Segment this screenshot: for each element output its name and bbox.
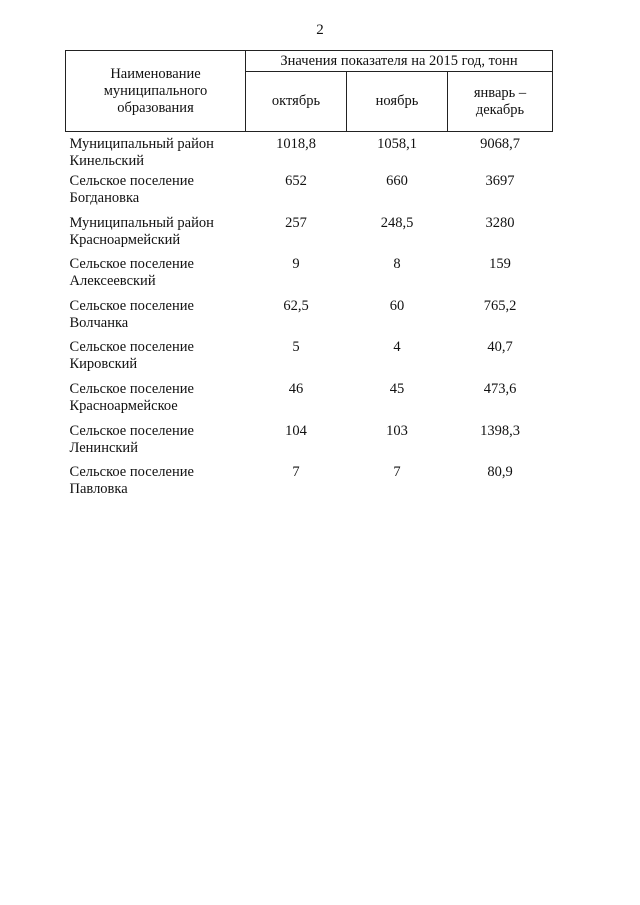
year-total-value: 765,2 [483,297,517,314]
year-total-value: 1398,3 [480,422,520,439]
october-value: 9 [292,256,300,273]
table-row [66,215,553,257]
municipality-name: Сельское поселение Кировский [69,339,194,373]
october-value: 62,5 [283,297,309,314]
november-value: 4 [393,339,401,356]
municipality-name: Сельское поселение Богдановка [69,173,194,207]
november-value: 8 [393,256,401,273]
october-value: 652 [285,173,307,190]
municipality-name: Сельское поселение Волчанка [69,297,194,331]
table-row [66,298,553,340]
october-value: 5 [292,339,300,356]
page-number: 2 [316,22,324,38]
october-value: 257 [285,214,307,231]
october-column-header: октябрь [246,72,347,132]
year-total-value: 40,7 [487,339,513,356]
october-value: 46 [288,381,304,398]
november-value: 7 [393,464,401,481]
municipality-name: Сельское поселение Алексеевский [69,256,194,290]
november-value: 660 [386,173,408,190]
year-total-value: 473,6 [483,381,517,398]
municipality-name: Сельское поселение Красноармейское [69,381,194,415]
year-total-value: 3697 [485,173,515,190]
november-value: 60 [389,297,405,314]
year-total-value: 80,9 [487,464,513,481]
october-value: 104 [285,422,307,439]
municipality-name: Муниципальный район Кинельский [69,136,214,169]
november-value: 1058,1 [377,136,417,152]
year-total-value: 9068,7 [480,136,520,152]
table-row [66,381,553,423]
november-value: 45 [389,381,405,398]
indicator-table [65,50,553,506]
year-column-header: январь – декабрь [448,72,553,132]
november-value: 103 [386,422,408,439]
table-row [66,256,553,298]
municipality-name: Муниципальный район Красноармейский [69,214,214,248]
table-row [66,339,553,381]
year-total-value: 159 [489,256,511,273]
table-row [66,173,553,215]
october-value: 7 [292,464,300,481]
november-column-header: ноябрь [347,72,448,132]
table-row [66,132,553,174]
values-group-header: Значения показателя на 2015 год, тонн [246,51,553,72]
municipality-column-header: Наименование муниципального образования [66,51,246,132]
municipality-name: Сельское поселение Ленинский [69,422,194,456]
table-row [66,464,553,506]
year-total-value: 3280 [485,214,515,231]
municipality-name: Сельское поселение Павловка [69,464,194,498]
table-row [66,423,553,465]
november-value: 248,5 [380,214,414,231]
october-value: 1018,8 [276,136,316,152]
